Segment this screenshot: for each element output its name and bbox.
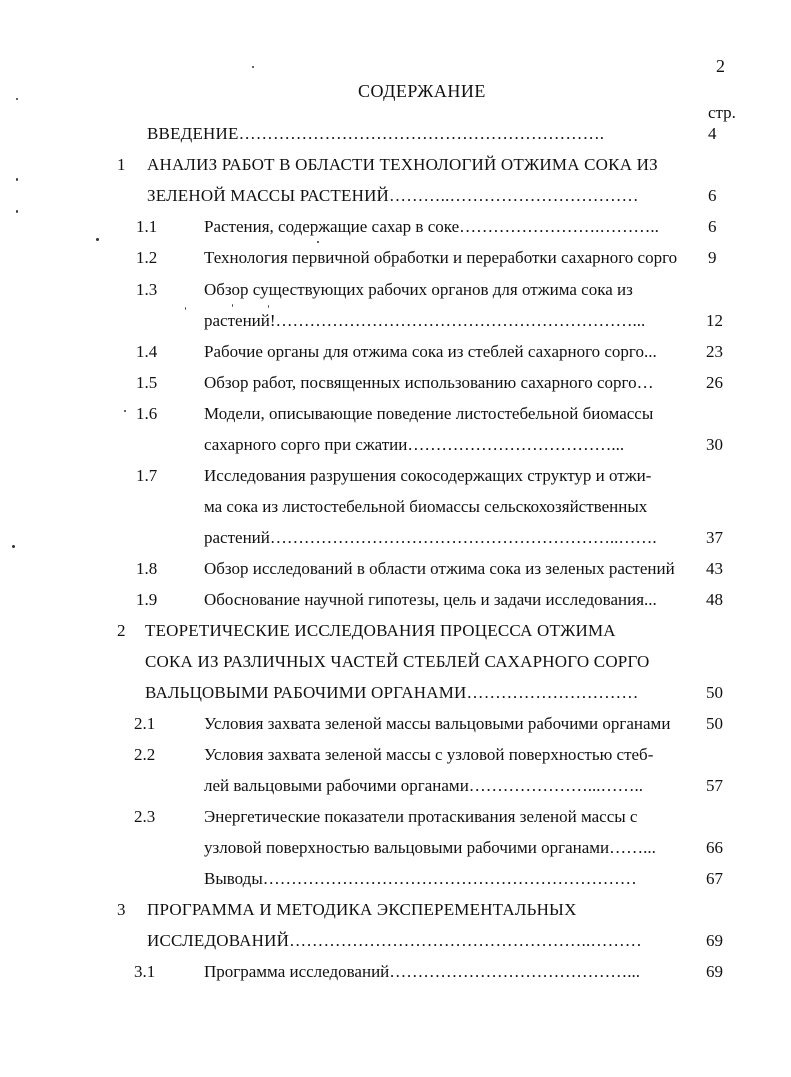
toc-page-1: 6 <box>708 186 717 205</box>
scan-speck <box>16 98 18 100</box>
toc-entry-1-5: Обзор работ, посвященных использованию сахарного сорго… <box>204 373 654 392</box>
toc-entry-1-4: Рабочие органы для отжима сока из стеблей сахарного сорго... <box>204 342 657 361</box>
toc-page-1-1: 6 <box>708 217 717 236</box>
toc-page-1-4: 23 <box>706 342 723 361</box>
toc-entry-conclusions: Выводы………………………………………………………… <box>204 869 637 888</box>
toc-entry-1-line2: ЗЕЛЕНОЙ МАССЫ РАСТЕНИЙ………..…………………………… <box>147 186 639 205</box>
toc-num-1: 1 <box>117 155 126 174</box>
toc-num-3: 3 <box>117 900 126 919</box>
toc-num-1-5: 1.5 <box>136 373 158 392</box>
toc-page-3-1: 69 <box>706 962 723 981</box>
toc-entry-2-3-line1: Энергетические показатели протаскивания зеленой массы с <box>204 807 638 826</box>
toc-page-1-5: 26 <box>706 373 723 392</box>
toc-entry-1-7-line1: Исследования разрушения сокосодержащих структур и отжи- <box>204 466 652 485</box>
toc-num-1-2: 1.2 <box>136 248 158 267</box>
toc-page-1-7: 37 <box>706 528 723 547</box>
toc-entry-3-1: Программа исследований……………………………………... <box>204 962 641 981</box>
toc-num-1-1: 1.1 <box>136 217 158 236</box>
scan-speck <box>185 307 186 310</box>
toc-entry-intro: ВВЕДЕНИЕ………………………………………………………. <box>147 124 605 143</box>
toc-num-2-3: 2.3 <box>134 807 156 826</box>
toc-page-1-3: 12 <box>706 311 723 330</box>
toc-page-1-2: 9 <box>708 248 717 267</box>
toc-num-1-6: 1.6 <box>136 404 158 423</box>
toc-page-3: 69 <box>706 931 723 950</box>
toc-page-1-9: 48 <box>706 590 723 609</box>
toc-num-1-8: 1.8 <box>136 559 158 578</box>
toc-entry-2-2-line1: Условия захвата зеленой массы с узловой поверхностью стеб- <box>204 745 654 764</box>
page-column-label: стр. <box>708 103 736 122</box>
scan-speck <box>16 178 18 181</box>
toc-page-2-2: 57 <box>706 776 723 795</box>
toc-page-1-8: 43 <box>706 559 723 578</box>
toc-entry-3-line2: ИССЛЕДОВАНИЙ……………………………………………..……… <box>147 931 642 950</box>
toc-page-conclusions: 67 <box>706 869 723 888</box>
toc-title: СОДЕРЖАНИЕ <box>358 81 486 101</box>
toc-entry-1-line1: АНАЛИЗ РАБОТ В ОБЛАСТИ ТЕХНОЛОГИЙ ОТЖИМА СОКА ИЗ <box>147 155 658 174</box>
scan-speck <box>12 545 15 548</box>
scan-speck <box>268 305 269 308</box>
page-number: 2 <box>716 56 725 76</box>
toc-entry-1-3-line1: Обзор существующих рабочих органов для отжима сока из <box>204 280 633 299</box>
toc-entry-1-6-line1: Модели, описывающие поведение листостебельной биомассы <box>204 404 654 423</box>
toc-entry-3-line1: ПРОГРАММА И МЕТОДИКА ЭКСПЕРЕМЕНТАЛЬНЫХ <box>147 900 577 919</box>
toc-page-2-3: 66 <box>706 838 723 857</box>
scan-speck <box>16 210 18 213</box>
toc-entry-2-line2: СОКА ИЗ РАЗЛИЧНЫХ ЧАСТЕЙ СТЕБЛЕЙ САХАРНОГО СОРГО <box>145 652 650 671</box>
toc-entry-2-2-line2: лей вальцовыми рабочими органами…………………...…….. <box>204 776 644 795</box>
toc-entry-1-6-line2: сахарного сорго при сжатии………………………………... <box>204 435 625 454</box>
toc-entry-1-8: Обзор исследований в области отжима сока из зеленых растений <box>204 559 675 578</box>
toc-page-2-1: 50 <box>706 714 723 733</box>
toc-entry-1-2: Технология первичной обработки и переработки сахарного сорго <box>204 248 678 267</box>
scan-speck <box>252 66 254 68</box>
scan-speck <box>317 241 319 243</box>
toc-entry-1-7-line2: ма сока из листостебельной биомассы сельскохозяйственных <box>204 497 648 516</box>
toc-entry-1-1: Растения, содержащие сахар в соке…………………….……….. <box>204 217 659 236</box>
scan-speck <box>124 410 126 412</box>
toc-num-1-9: 1.9 <box>136 590 158 609</box>
toc-num-2-1: 2.1 <box>134 714 156 733</box>
toc-page-2: 50 <box>706 683 723 702</box>
toc-num-2-2: 2.2 <box>134 745 156 764</box>
toc-page-intro: 4 <box>708 124 717 143</box>
toc-page-1-6: 30 <box>706 435 723 454</box>
toc-num-1-3: 1.3 <box>136 280 158 299</box>
toc-entry-1-7-line3: растений……………………………………………………..……. <box>204 528 657 547</box>
toc-num-2: 2 <box>117 621 126 640</box>
toc-num-1-7: 1.7 <box>136 466 158 485</box>
toc-num-1-4: 1.4 <box>136 342 158 361</box>
toc-entry-2-1: Условия захвата зеленой массы вальцовыми рабочими органами <box>204 714 671 733</box>
toc-entry-1-9: Обоснование научной гипотезы, цель и задачи исследования... <box>204 590 657 609</box>
scan-speck <box>96 238 99 241</box>
toc-entry-2-line1: ТЕОРЕТИЧЕСКИЕ ИССЛЕДОВАНИЯ ПРОЦЕССА ОТЖИМА <box>145 621 616 640</box>
scan-speck <box>232 304 233 307</box>
toc-num-3-1: 3.1 <box>134 962 156 981</box>
toc-entry-2-line3: ВАЛЬЦОВЫМИ РАБОЧИМИ ОРГАНАМИ………………………… <box>145 683 639 702</box>
toc-entry-1-3-line2: растений!………………………………………………………... <box>204 311 646 330</box>
toc-entry-2-3-line2: узловой поверхностью вальцовыми рабочими органами……... <box>204 838 656 857</box>
